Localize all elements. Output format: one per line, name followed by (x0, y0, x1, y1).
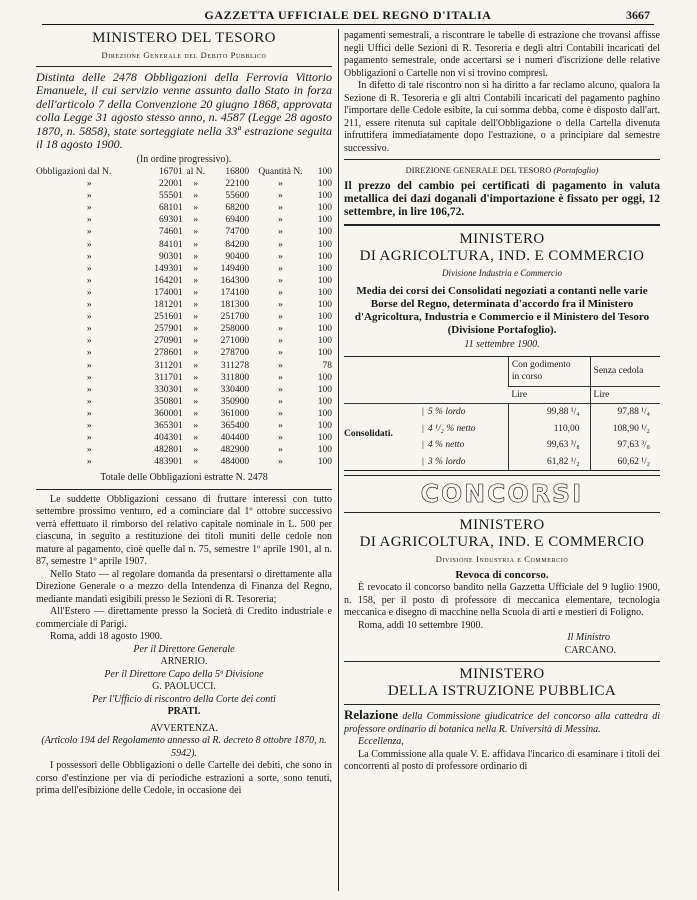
bond-to: 69400 (225, 215, 250, 226)
ditto-mark: » (193, 287, 199, 298)
agriculture-division: Divisione Industria e Commercio (442, 267, 562, 278)
section-rule (36, 66, 332, 67)
bond-quantity: 100 (317, 420, 332, 431)
consolidati-date: 11 settembre 1900. (464, 339, 540, 350)
consolidati-header-senza: Senza cedola (590, 356, 660, 386)
bond-row (36, 287, 332, 299)
bond-to: 258000 (220, 324, 250, 335)
ditto-mark: » (86, 433, 92, 444)
bond-to: 482900 (220, 445, 250, 456)
bond-quantity: 100 (317, 408, 332, 419)
bond-to: 164300 (220, 275, 250, 286)
ditto-mark: » (278, 420, 283, 431)
ditto-mark: » (193, 408, 199, 419)
bond-quantity: 100 (317, 203, 332, 214)
bond-from: 482801 (154, 445, 183, 456)
bond-row (36, 408, 332, 420)
bond-to: 404400 (220, 433, 250, 444)
exchange-notice: Il prezzo del cambio pei certificati di pagamento in valuta metallica dei dazi doganali d'importazione è fissato per oggi, 12 settembre, in lire 106,72. (344, 179, 660, 218)
consolidati-unit-lire: Lire (508, 386, 590, 404)
bond-from: 74601 (158, 227, 183, 238)
ditto-mark: » (193, 251, 199, 262)
right-column (344, 30, 660, 774)
ditto-mark: » (193, 191, 199, 202)
bond-to: 149400 (220, 263, 250, 274)
bond-from: 360001 (154, 408, 183, 419)
relazione-subject: della Commissione giudicatrice del concorso alla cattedra di professore ordinario di botanica nella R. Università di Messina. (344, 711, 660, 735)
bonds-table (36, 166, 332, 468)
revoca-text: È revocato il concorso bandito nella Gazzetta Ufficiale del 9 luglio 1900, n. 158, per il posto di professore di meccanica elementare, tecnologia meccanica e disegno di macchine nella Scuola di arti e mestieri di Foligno. (344, 582, 660, 618)
consolidati-type: 3 % lordo (427, 456, 466, 467)
bond-to: 330400 (220, 384, 250, 395)
ditto-mark: » (86, 312, 92, 323)
bond-quantity: 100 (317, 384, 332, 395)
consolidati-type-cell (344, 454, 508, 471)
bond-to: 68200 (225, 203, 250, 214)
ditto-mark: » (193, 324, 199, 335)
ditto-mark: » (278, 445, 283, 456)
ditto-mark: » (86, 251, 92, 262)
signature-title: Per l'Ufficio di riscontro della Corte dei conti (92, 693, 276, 705)
bonds-header-qty-label: Quantità N. (258, 167, 303, 177)
consolidati-value-senza: 60,62 ¹/₂ (590, 454, 660, 471)
bond-quantity: 100 (317, 372, 332, 383)
bond-quantity: 100 (317, 300, 332, 311)
ditto-mark: » (86, 324, 92, 335)
ditto-mark: » (193, 348, 199, 359)
portafoglio-direction: DIREZIONE GENERALE DEL TESORO (405, 165, 552, 175)
consolidati-type: 4 % netto (427, 440, 465, 450)
bond-to: 311800 (220, 372, 250, 383)
gazette-title: GAZZETTA UFFICIALE DEL REGNO D'ITALIA (204, 8, 492, 22)
bond-to: 361000 (220, 408, 250, 419)
ditto-mark: » (278, 457, 283, 468)
ditto-mark: » (193, 360, 199, 371)
bond-row (36, 299, 332, 311)
bond-row (36, 226, 332, 238)
ditto-mark: » (86, 275, 92, 286)
consolidati-value-godimento: 110,00 (508, 421, 590, 438)
ditto-mark: » (278, 324, 283, 335)
ditto-mark: » (86, 336, 92, 347)
date-line: Roma, addì 18 agosto 1900. (50, 631, 163, 643)
signature-title: Per il Direttore Generale (133, 643, 235, 655)
bond-from: 181201 (154, 300, 183, 311)
bond-from: 350801 (154, 396, 183, 407)
ditto-mark: » (86, 457, 92, 468)
bond-row (36, 372, 332, 384)
bonds-header-al: al N. (186, 167, 205, 177)
ditto-mark: » (193, 312, 199, 323)
consolidati-value-godimento: 99,63 ³/₈ (508, 437, 590, 454)
bond-to: 22100 (225, 179, 250, 190)
bond-from: 251601 (154, 312, 183, 323)
ditto-mark: » (193, 384, 199, 395)
agriculture-ministry-title: MINISTERO (459, 230, 545, 247)
bonds-header-from: 16701 (158, 167, 183, 177)
bond-from: 68101 (158, 203, 183, 214)
avvertenza-title: AVVERTENZA. (150, 722, 218, 734)
consolidati-unit-lire: Lire (590, 386, 660, 404)
agriculture-ministry-title: MINISTERO (459, 517, 545, 533)
ditto-mark: » (86, 215, 92, 226)
bond-quantity: 100 (317, 215, 332, 226)
consolidati-row (344, 404, 660, 421)
concorsi-heading: CONCORSI (420, 479, 584, 508)
left-column (36, 30, 332, 798)
ditto-mark: » (278, 433, 283, 444)
bond-row (36, 311, 332, 323)
consolidati-table (344, 356, 660, 472)
ditto-mark: » (278, 408, 283, 419)
relazione-word: Relazione (344, 707, 399, 722)
consolidati-value-senza: 97,63 ³/₈ (590, 437, 660, 454)
ditto-mark: » (278, 312, 283, 323)
section-rule (344, 704, 660, 705)
section-rule (344, 661, 660, 662)
ditto-mark: » (193, 203, 199, 214)
bond-quantity: 100 (317, 191, 332, 202)
bond-to: 84200 (225, 239, 250, 250)
brace-mark: | (422, 407, 424, 417)
ditto-mark: » (193, 445, 199, 456)
bond-row (36, 384, 332, 396)
ditto-mark: » (86, 203, 92, 214)
revoca-title: Revoca di concorso. (455, 568, 549, 581)
paragraph-rimborso: Le suddette Obbligazioni cessano di fruttare interessi con tutto settembre prossimo venturo, ed a cominciare dal 1º ottobre successivo verrà effettuato il rimborso del relativo capitale nominale in L. 500 per ciascuna, in seguito a restituzione dei titoli muniti delle cedole non mature al pagamento, cioè quelle dal n. 75, semestre 1º aprile 1901, al n. 87, semestre 1º aprile 1907. (36, 493, 332, 568)
paragraph-stato: Nello Stato — al regolare domanda da presentarsi o direttamente alla Direzione Generale o a mezzo della Intendenza di Finanza del Regno, mediante mandati esigibili presso le Sezioni di R. Tesoreria; (36, 568, 332, 605)
ditto-mark: » (86, 300, 92, 311)
ditto-mark: » (278, 300, 283, 311)
signature-name: ARNERIO. (160, 656, 208, 668)
ditto-mark: » (278, 203, 283, 214)
bond-to: 271000 (220, 336, 250, 347)
bond-from: 69301 (158, 215, 183, 226)
ditto-mark: » (278, 191, 283, 202)
bonds-header-to: 16800 (225, 167, 250, 177)
consolidati-row (344, 454, 660, 471)
ditto-mark: » (193, 457, 199, 468)
bond-row (36, 396, 332, 408)
consolidati-value-godimento: 99,88 ¹/₄ (508, 404, 590, 421)
ditto-mark: » (86, 384, 92, 395)
ditto-mark: » (193, 263, 199, 274)
bonds-total: Totale delle Obbligazioni estratte N. 2478 (100, 472, 268, 484)
ditto-mark: » (86, 239, 92, 250)
bond-to: 174100 (220, 287, 250, 298)
ditto-mark: » (86, 445, 92, 456)
bond-from: 311201 (154, 360, 183, 371)
distinta-intro: Distinta delle 2478 Obbligazioni della Ferrovia Vittorio Emanuele, il cui servizio venne assunto dallo Stato in forza dell'articolo 7 della Convenzione 20 giugno 1868, approvata colla Legge 31 agosto stesso anno, n. 4587 (Legge 28 agosto 1870, n. 5858), state sorteggiate nella 33ª estrazione seguita il 18 agosto 1900. (36, 69, 332, 151)
ditto-mark: » (278, 336, 283, 347)
consolidati-type: 4 ¹/₂ % netto (427, 423, 476, 434)
bond-row (36, 420, 332, 432)
portafoglio-heading (344, 164, 660, 177)
revoca-date: Roma, addì 10 settembre 1900. (358, 619, 483, 631)
agriculture-ministry-title-2: DI AGRICOLTURA, IND. E COMMERCIO (359, 247, 645, 264)
section-rule (344, 475, 660, 476)
ditto-mark: » (193, 372, 199, 383)
bond-to: 365400 (220, 420, 250, 431)
bond-from: 330301 (154, 384, 183, 395)
bond-quantity: 100 (317, 324, 332, 335)
ditto-mark: » (278, 179, 283, 190)
bond-quantity: 100 (317, 445, 332, 456)
bond-to: 484000 (220, 457, 250, 468)
bond-from: 483901 (154, 457, 183, 468)
bond-quantity: 100 (317, 263, 332, 274)
relazione-greeting: Eccellenza, (358, 736, 404, 747)
agriculture-division: Divisione Industria e Commercio (435, 554, 569, 564)
ditto-mark: » (278, 287, 283, 298)
ditto-mark: » (86, 420, 92, 431)
bond-quantity: 100 (317, 336, 332, 347)
ditto-mark: » (278, 251, 283, 262)
bond-quantity: 100 (317, 239, 332, 250)
ditto-mark: » (86, 408, 92, 419)
ditto-mark: » (193, 179, 199, 190)
bond-row (36, 214, 332, 226)
ministry-title: MINISTERO DEL TESORO (92, 30, 276, 46)
ditto-mark: » (193, 336, 199, 347)
ditto-mark: » (278, 215, 283, 226)
education-ministry-title: MINISTERO (459, 666, 545, 682)
bond-row (36, 251, 332, 263)
bond-from: 270901 (154, 336, 183, 347)
consolidati-label: Consolidati. (344, 429, 393, 439)
page-header (42, 4, 654, 25)
consolidati-header-row (344, 356, 660, 386)
bond-to: 181300 (220, 300, 250, 311)
bond-from: 164201 (154, 275, 183, 286)
bond-row (36, 263, 332, 275)
header-godimento-line1: Con godimento (511, 359, 571, 370)
bond-from: 174001 (154, 287, 183, 298)
ditto-mark: » (278, 360, 283, 371)
bond-from: 55501 (158, 191, 183, 202)
bond-row (36, 323, 332, 335)
header-godimento-line2: in corso (511, 372, 543, 382)
education-ministry-title-2: DELLA ISTRUZIONE PUBBLICA (387, 683, 617, 699)
bond-quantity: 100 (317, 227, 332, 238)
bond-quantity: 100 (317, 312, 332, 323)
section-rule (344, 512, 660, 513)
bond-row (36, 347, 332, 359)
ditto-mark: » (278, 227, 283, 238)
bond-from: 278601 (154, 348, 183, 359)
bond-row (36, 335, 332, 347)
relazione-heading (344, 709, 660, 736)
bond-quantity: 100 (317, 348, 332, 359)
paragraph-estero: All'Estero — direttamente presso la Società di Credito industriale e commerciale di Parigi. (36, 606, 332, 630)
bond-from: 311701 (154, 372, 183, 383)
bond-from: 149301 (154, 263, 183, 274)
consolidati-value-senza: 97,88 ¹/₄ (590, 404, 660, 421)
bonds-header-label: Obbligazioni dal N. (36, 167, 112, 177)
bond-to: 251700 (220, 312, 250, 323)
ditto-mark: » (278, 348, 283, 359)
section-rule (344, 159, 660, 160)
bond-to: 55600 (225, 191, 250, 202)
direction-subtitle: Direzione Generale del Debito Pubblico (101, 50, 267, 60)
ditto-mark: » (86, 396, 92, 407)
bond-quantity: 78 (322, 360, 332, 371)
ditto-mark: » (278, 372, 283, 383)
bond-row (36, 360, 332, 372)
order-note: (In ordine progressivo). (136, 153, 232, 165)
section-rule (36, 489, 332, 490)
column-divider (338, 29, 339, 891)
ditto-mark: » (86, 372, 92, 383)
ditto-mark: » (193, 215, 199, 226)
ditto-mark: » (278, 263, 283, 274)
ditto-mark: » (193, 239, 199, 250)
bond-quantity: 100 (317, 396, 332, 407)
bond-row (36, 239, 332, 251)
signature-name: G. PAOLUCCI. (152, 681, 216, 693)
bond-row (36, 456, 332, 468)
ditto-mark: » (86, 191, 92, 202)
bonds-header-row (36, 166, 332, 178)
bond-to: 350900 (220, 396, 250, 407)
bond-quantity: 100 (317, 457, 332, 468)
bonds-header-qty: 100 (317, 167, 332, 177)
bond-row (36, 444, 332, 456)
bond-quantity: 100 (317, 275, 332, 286)
avvertenza-continued: pagamenti semestrali, a riscontrare le tabelle di estrazione che trovansi affisse negli Uffici delle Sezioni di R. Tesoreria e degli altri Contabili incaricati del pagamento semestrale, onde accertarsi se i numeri d'iscrizione delle relative Obbligazioni o Cartelle non vi si trovino compresi. (344, 30, 660, 79)
signature-name: PRATI. (167, 706, 201, 718)
brace-mark: | (422, 440, 424, 450)
bond-to: 74700 (225, 227, 250, 238)
ditto-mark: » (278, 396, 283, 407)
bond-quantity: 100 (317, 433, 332, 444)
brace-mark: | (422, 423, 424, 434)
ditto-mark: » (193, 396, 199, 407)
bond-from: 22001 (158, 179, 183, 190)
ditto-mark: » (193, 420, 199, 431)
portafoglio-label: (Portafoglio) (553, 165, 599, 175)
consolidati-type: 5 % lordo (427, 407, 466, 417)
ditto-mark: » (278, 275, 283, 286)
bond-quantity: 100 (317, 251, 332, 262)
bond-row (36, 432, 332, 444)
bond-quantity: 100 (317, 287, 332, 298)
ditto-mark: » (86, 348, 92, 359)
ditto-mark: » (86, 360, 92, 371)
signature-title: Per il Direttore Capo della 5ª Divisione (104, 668, 264, 680)
bond-to: 278700 (220, 348, 250, 359)
page-number: 3667 (626, 8, 650, 22)
bond-to: 311278 (220, 360, 250, 371)
brace-mark: | (422, 456, 424, 467)
ditto-mark: » (86, 263, 92, 274)
bond-from: 404301 (154, 433, 183, 444)
consolidati-value-godimento: 61,82 ¹/₂ (508, 454, 590, 471)
ditto-mark: » (86, 227, 92, 238)
ditto-mark: » (193, 433, 199, 444)
revoca-signature-name: CARCANO. (564, 644, 616, 656)
avvertenza-text: I possessori delle Obbligazioni o delle Cartelle dei debiti, che sono in corso d'estinzione per via di periodiche estrazioni a sorte, sono tenuti, prima dell'esibizione delle Cedole, in occasione dei (36, 760, 332, 797)
consolidati-header-blank (344, 356, 508, 404)
bond-from: 365301 (154, 420, 183, 431)
ditto-mark: » (193, 275, 199, 286)
bond-from: 84101 (158, 239, 183, 250)
ditto-mark: » (278, 239, 283, 250)
ditto-mark: » (193, 300, 199, 311)
agriculture-ministry-title-2: DI AGRICOLTURA, IND. E COMMERCIO (359, 534, 645, 550)
bond-quantity: 100 (317, 179, 332, 190)
consolidati-header-godimento (508, 356, 590, 386)
ditto-mark: » (86, 287, 92, 298)
relazione-body: La Commissione alla quale V. E. affidava l'incarico di esaminare i titoli dei concorrenti al posto di professore ordinario di (344, 748, 660, 772)
avvertenza-reference: (Articolo 194 del Regolamento annesso al R. decreto 8 ottobre 1870, n. 5942). (41, 735, 327, 759)
bond-row (36, 202, 332, 214)
bond-row (36, 275, 332, 287)
bond-from: 257901 (154, 324, 183, 335)
bond-row (36, 178, 332, 190)
ditto-mark: » (278, 384, 283, 395)
bond-from: 90301 (158, 251, 183, 262)
consolidati-intro: Media dei corsi dei Consolidati negoziati a contanti nelle varie Borse del Regno, determinata d'accordo fra il Ministero d'Agricoltura, Industria e Commercio e il Ministero del Tesoro (Divisione Portafoglio). (354, 285, 650, 336)
section-rule (344, 224, 660, 226)
consolidati-value-senza: 108,90 ¹/₂ (590, 421, 660, 438)
revoca-signature-title: Il Ministro (567, 632, 610, 643)
ditto-mark: » (86, 179, 92, 190)
bond-row (36, 190, 332, 202)
bond-to: 90400 (225, 251, 250, 262)
ditto-mark: » (193, 227, 199, 238)
avvertenza-continued-2: In difetto di tale riscontro non si ha diritto a far reclamo alcuno, qualora la Sezione di R. Tesoreria e gli altri Contabili incaricati del pagamento paghino l'importare delle Cedole esibite, la cui somma debba, come è disposto dall'art. 211, essere ritenuta sul capitale dell'Obbligazione o della Cartella divenuta infruttifera immediatamente dopo l'estrazione, o a principiare dal semestre successivo. (344, 80, 660, 154)
